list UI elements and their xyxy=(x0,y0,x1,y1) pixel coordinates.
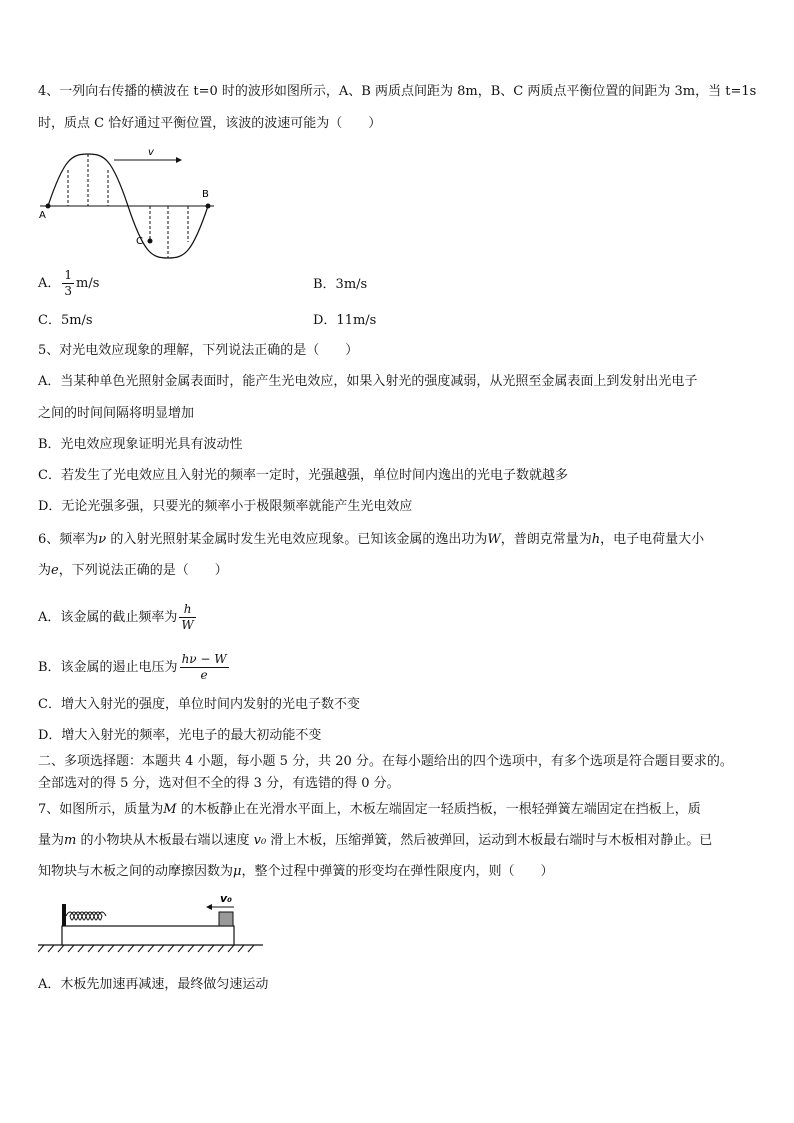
q7-stem-line3: 知物块与木板之间的动摩擦因数为μ，整个过程中弹簧的形变均在弹性限度内，则（ ） xyxy=(38,864,554,879)
q6-option-d[interactable]: D．增大入射光的频率，光电子的最大初动能不变 xyxy=(38,728,322,743)
board xyxy=(62,926,234,945)
q5-option-c[interactable]: C．若发生了光电效应且入射光的频率一定时，光强越强，单位时间内逸出的光电子数就越多 xyxy=(38,468,568,483)
small-block xyxy=(219,912,233,926)
point-b xyxy=(206,204,211,209)
q5-option-a-line2: 之间的时间间隔将明显增加 xyxy=(38,406,195,421)
spring-board-figure xyxy=(38,890,268,965)
q4-option-b[interactable]: B．3m/s xyxy=(313,277,368,292)
section2-instructions-line2: 全部选对的得 5 分，选对但不全的得 3 分，有选错的得 0 分。 xyxy=(38,776,400,791)
q4-stem-line1: 4、一列向右传播的横波在 t=0 时的波形如图所示，A、B 两质点间距为 8m，B、C 两质点平衡位置的间距为 3m，当 t=1s xyxy=(38,84,757,99)
baffle xyxy=(62,904,66,926)
q4-option-d[interactable]: D．11m/s xyxy=(313,313,377,328)
q6-option-a-fraction: $\frac{h}{W}$ xyxy=(181,602,194,632)
q6-option-a[interactable]: A．该金属的截止频率为 $\frac{h}{W}$ xyxy=(38,602,194,632)
q7-stem-line2: 量为m 的小物块从木板最右端以速度 v₀ 滑上木板，压缩弹簧，然后被弹回，运动到木板最右端时与木板相对静止。已 xyxy=(38,833,713,848)
q4-option-a-fraction: $\frac{1}{3}$ xyxy=(64,268,73,298)
q5-option-b[interactable]: B．光电效应现象证明光具有波动性 xyxy=(38,437,243,452)
section2-instructions-line1: 二、多项选择题：本题共 4 小题，每小题 5 分，共 20 分。在每小题给出的四个选项中，有多个选项是符合题目要求的。 xyxy=(38,754,733,769)
label-a: A xyxy=(39,210,46,221)
velocity-label: v xyxy=(148,147,154,158)
block-velocity-arrowhead xyxy=(206,904,212,910)
q5-stem: 5、对光电效应现象的理解，下列说法正确的是（ ） xyxy=(38,343,359,358)
q6-option-c[interactable]: C．增大入射光的强度，单位时间内发射的光电子数不变 xyxy=(38,697,360,712)
q4-option-c[interactable]: C．5m/s xyxy=(38,313,93,328)
ground-hatch xyxy=(38,945,254,952)
q6-option-b[interactable]: B．该金属的遏止电压为 $\frac{h\nu - W}{e}$ xyxy=(38,652,227,682)
q6-option-b-fraction: $\frac{h\nu - W}{e}$ xyxy=(181,652,227,682)
wave-figure xyxy=(36,140,226,260)
q5-option-a-line1[interactable]: A．当某种单色光照射金属表面时，能产生光电效应，如果入射光的强度减弱，从光照至金属表面上到发射出光电子 xyxy=(38,374,698,389)
q7-option-a[interactable]: A．木板先加速再减速，最终做匀速运动 xyxy=(38,977,269,992)
q4-stem-line2: 时，质点 C 恰好通过平衡位置，该波的波速可能为（ ） xyxy=(38,116,382,131)
q6-stem-line2: 为e，下列说法正确的是（ ） xyxy=(38,563,228,578)
q4-option-a[interactable] xyxy=(38,268,99,299)
q4-option-a-letter: A． xyxy=(38,276,61,291)
point-c xyxy=(148,239,153,244)
spring xyxy=(66,912,106,920)
q4-option-a-unit: m/s xyxy=(76,276,100,291)
velocity-arrowhead xyxy=(176,157,182,163)
q5-option-d[interactable]: D．无论光强多强，只要光的频率小于极限频率就能产生光电效应 xyxy=(38,499,413,514)
q6-stem-line1: 6、频率为ν 的入射光照射某金属时发生光电效应现象。已知该金属的逸出功为W，普朗克常量为h，电子电荷量大小 xyxy=(38,532,705,547)
point-a xyxy=(46,204,51,209)
block-velocity-label: v₀ xyxy=(220,892,232,905)
q7-stem-line1: 7、如图所示，质量为M 的木板静止在光滑水平面上，木板左端固定一轻质挡板，一根轻弹簧左端固定在挡板上，质 xyxy=(38,802,701,817)
label-b: B xyxy=(202,189,209,200)
label-c: C xyxy=(136,236,143,247)
